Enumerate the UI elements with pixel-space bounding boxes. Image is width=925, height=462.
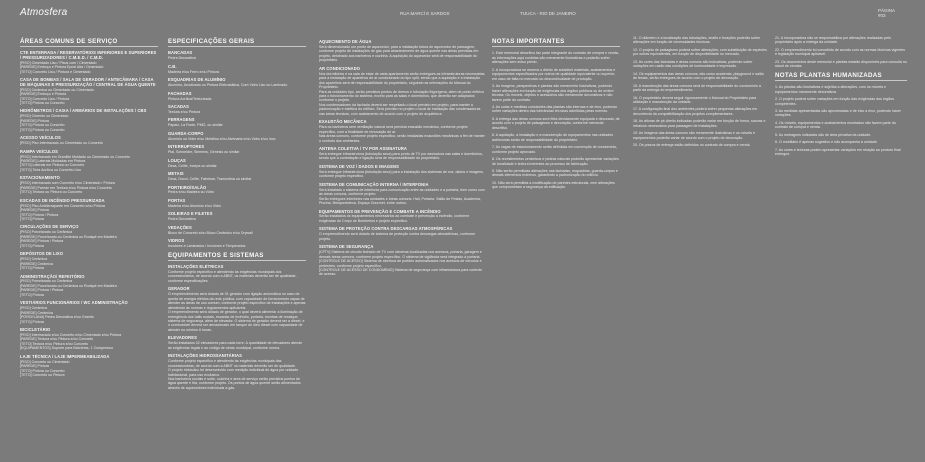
spec-line: [PISO] Cerâmica [20, 306, 47, 311]
spec-line: Será entregue infraestrutura (tubulação seca) para a instalação dos sistemas de voz, dados e imagens, conforme projeto específico. [319, 169, 484, 179]
subsection-title: LOUÇAS [168, 157, 186, 163]
column-areas-comuns [20, 36, 158, 378]
subsection-title: EQUIPAMENTOS DE PREVENÇÃO E COMBATE A INCÊNDIO [319, 208, 441, 214]
subsection-title: FERRAGENS [168, 117, 195, 123]
spec-line: O projeto hidráulico foi desenvolvido com medição individual de água por unidade habitacional, para uso exclusivo. [168, 368, 299, 377]
spec-line: [PISO] Cerâmica [20, 257, 47, 262]
note-item: 11. O diâmetro e a localização das tubulações, shafts e furações poderão sofrer alterações em função de necessidades técnicas. [633, 36, 761, 45]
subsection-title: PORTEIRO/SALÃO [168, 184, 207, 190]
subsection-title: INSTALAÇÕES HIDROSSANITÁRIAS [168, 353, 242, 359]
subsection-title: ESQUADRIAS DE ALUMÍNIO [168, 77, 226, 83]
subsection-title: SISTEMA DE COMUNICAÇÃO INTERNA / INTERFONIA [319, 181, 429, 187]
column-notas-continued [633, 36, 767, 151]
note-item: 4. As cotas e medidas constantes das plantas são internas e de eixo, podendo sofrer variações dentro das tolerâncias técnicas admitidas pelas normas. [492, 104, 618, 114]
page-indicator [878, 8, 895, 18]
spec-line: [TETO] Pintura [20, 243, 44, 248]
spec-line: [PAREDE] Pintura / Pintura [20, 239, 64, 244]
spec-line: [CONTROLE DE ACESSO DE CONDOMÍNIO] Sistema de segurança com infraestrutura para controle de acesso. [319, 267, 483, 277]
note-item: 19. As imagens das áreas comuns são meramente ilustrativas e os móveis e equipamentos poderão variar de acordo com o projeto de decoração. [633, 131, 756, 140]
header-address: RUA MARCÍ E SARDOS [400, 11, 450, 16]
note-item: 3. As imagens, perspectivas e plantas são meramente ilustrativas, podendo haver alterações em função de exigências dos órgãos públicos ou de ordem técnica. Os móveis, objetos e acessórios são meramente decorativos e não fazem parte do contrato. [492, 84, 614, 102]
spec-line: Nos condensadores da fachada deverá ser respeitado o local previsto em projeto, para manter a padronização e estética do edifício. Será previsto no projeto o local de instalação das condensadoras nas áreas técnicas, com acabamento de acordo com o projeto de arquitetura. [319, 102, 481, 116]
spec-line: Conforme projeto específico e atendendo às exigências municipais das concessionárias, de acordo com a ABNT os materiais deverão ser de qualidade. [168, 359, 296, 368]
spec-line: [PISO] Cimentado Liso / Pisos com / Cimentado [20, 60, 97, 65]
spec-line: Será instalado o sistema de interfonia para comunicação entre as unidades e a portaria, bem como com as áreas comuns, conforme projeto. [319, 187, 485, 197]
subsection-title: METAIS [168, 171, 184, 177]
subsection-title: VIDROS [168, 238, 185, 244]
subsection-title: FACHADAS [168, 90, 192, 96]
spec-line: Será dimensionado um ponto de aquecedor, para a instalação futura de aquecedor de passagem, conforme projeto de instalações de gás para abastecimento de água quente nas áreas previstas em projeto, destinado aos banheiros e cozinha. A aquisição do aquecedor será de responsabilidade do proprietário. [319, 44, 479, 63]
subsection-title: HIDRÔMETROS / CAIXA / ARMÁRIOS DE INSTALAÇÕES / CBS [20, 108, 147, 114]
spec-line: Alumínio ou Vidro e/ou Metálica e/ou Alvenaria e/ou Vidro e/ou Inox [168, 136, 276, 141]
section-list [168, 265, 306, 390]
note-item: 14. Os equipamentos das áreas comuns, tais como academia, playground e salão de festas, serão entregues de acordo com o projeto de decoração. [633, 71, 764, 81]
spec-line: Deca, Docol, Celite, Fabrimar, Tramontina ou similar [168, 177, 252, 182]
spec-line: [PAREDE] Porcelanato ou Cerâmica ou Rodapé em Madeira [20, 283, 117, 288]
spec-line: Deca, Celite, Incepa ou similar [168, 163, 217, 168]
subsection-title: ESTACIONAMENTO [20, 175, 60, 181]
spec-line: [TETO] Textura ou Pintura ou Concreto [20, 190, 83, 195]
subsection-title: RAMPA VEÍCULOS [20, 148, 59, 154]
spec-line: [PORCELANA] Pedra Decorativa e/ou Granito [20, 315, 94, 320]
spec-line: [TETO] Concreto Liso / Pintura [20, 96, 70, 101]
spec-line: Pedra Decorativa [168, 56, 196, 61]
note-item: 10. Não será permitida a modificação de paredes estruturais, nem alterações que comprometam a segurança da edificação. [492, 180, 615, 190]
page-number: #03 [878, 13, 886, 18]
spec-line: [TETO] Pintura ou Concreto [20, 368, 65, 373]
notes-list [633, 36, 767, 148]
spec-line: Alumínio, Anodizado ou Pintura Eletrostática, Com Vidro Liso ou Laminado [168, 83, 288, 88]
spec-line: [PAREDE] Pintura [20, 118, 49, 123]
spec-line: [PISO] Porcelanato ou Cerâmica [20, 230, 73, 235]
note-item: 23. Os documentos deste memorial e plantas estarão disponíveis para consulta no stand de vendas. [775, 59, 907, 69]
spec-line: Incolores e Laminados / Incolores e Temperados [168, 244, 246, 249]
subsection-title: C.B. [168, 63, 177, 69]
subsection-title: SOLEIRAS E FILETES [168, 211, 213, 217]
brand-logo: Atmosfera [20, 7, 68, 18]
note-item: 9. Não serão permitidas alterações nas fachadas, esquadrias, guarda-corpos e demais elementos externos, garantindo a padronização do edifício. [492, 168, 618, 178]
spec-line: [PISO] Intertravado em Granilite Moldado ou Cimentado ou Concreto [20, 154, 130, 159]
note-item: 7. As cores e texturas podem apresentar variações em relação ao produto final entregue. [775, 147, 901, 157]
spec-line: [TETO] Pintura ou Concreto [20, 100, 65, 105]
note-item: 20. Os prazos de entrega estão definidos no contrato de compra e venda. [633, 143, 751, 148]
spec-line: [PISO] Intertravado com Concreto e/ou Cimentado / Pintura [20, 181, 115, 186]
note-item: 5. As metragens indicadas são de área privativa da unidade. [775, 132, 872, 137]
spec-line: [PAREDE] Emboço e Pintura Epóxi Alta / Cimentado [20, 65, 104, 70]
spec-line: Serão instalados os equipamentos necessários ao combate e prevenção a incêndio, conforme exigências do Corpo de Bombeiros e projeto específico. [319, 214, 470, 223]
subsection-title: LAJE TÉCNICA / LAJE IMPERMEABILIZADA [20, 353, 110, 359]
spec-line: Nos dormitórios e na sala de estar de cada apartamento serão entregues as infraestruturas necessárias para a instalação de aparelhos de ar condicionado do tipo split, sendo que a aquisição e a instalação dos aparelhos será de responsabilidade do proprietário, seguindo as orientações do Manual do Proprietário. [319, 71, 485, 90]
note-item: 3. As medidas apresentadas são aproximadas e de eixo a eixo, podendo haver variações. [775, 108, 901, 118]
spec-line: [PISO] Concreto ou Cimentado [20, 359, 70, 364]
spec-line: [TETO] Pintura ou Concreto [20, 123, 65, 128]
column-sistemas [319, 36, 485, 277]
spec-line: [PAREDE] Parede em Textura e/ou Pintura e/ou Concreto [20, 185, 112, 190]
spec-line: [PAREDE] Pintura [20, 364, 49, 369]
spec-line: Textura e/ou Pintura [168, 110, 201, 115]
subsection-title: ESCADAS DE INCÊNDIO PRESSURIZADA [20, 197, 105, 203]
spec-line: [TETO] Pintura [20, 319, 44, 324]
spec-line: [PAREDE] Pintura [20, 208, 49, 213]
spec-line: [TETO] Concreto ou Pintura [20, 373, 65, 378]
spec-line: [PISO] Intertravado e/ou Concreto e/ou Cimentado e/ou Pintura [20, 333, 122, 338]
notes-list [775, 85, 907, 156]
spec-line: [PISO] Cerâmica ou Cimentado ou Cimentado [20, 87, 94, 92]
spec-line: [TETO] Pintura [20, 266, 44, 271]
section-title-equipamentos: EQUIPAMENTOS E SISTEMAS [168, 254, 306, 261]
spec-line: [CONTROLE DE ACESSO] Sistema de abertura de portões automatizados nos acessos de veículos e pedestres, conforme projeto específico. [319, 259, 482, 268]
column-notas-plantas [775, 36, 907, 160]
subsection-title: SISTEMA DE PROTEÇÃO CONTRA DESCARGAS ATMOSFÉRICAS [319, 226, 453, 232]
section-title: NOTAS IMPORTANTES [492, 40, 620, 47]
note-item: 13. As cores das fachadas e áreas comuns são indicativas, podendo sofrer variações em razão das condições de luminosidade e impressão. [633, 59, 753, 69]
spec-line: Madeira e/ou Alumínio e/ou Vidro [168, 203, 222, 208]
page-label: PÁGINA [878, 8, 896, 13]
spec-line: Conforme projeto específico e atendendo às exigências municipais dos concessionários, de acordo com a ABNT, os materiais deverão ser de qualidade, conforme especificações. [168, 269, 297, 283]
note-item: 6. A aquisição, a instalação e a manutenção de equipamentos nas unidades autônomas serão de responsabilidade do proprietário. [492, 133, 614, 142]
spec-line: [TETO] Pintura [20, 292, 44, 297]
spec-line: Bloco de Concreto e/ou Bloco Cerâmico e/ou Drywall [168, 230, 253, 235]
subsection-title: ANTENA COLETIVA / TV POR ASSINATURA [319, 146, 407, 152]
spec-line: [PAREDE] Cerâmica [20, 310, 53, 315]
spec-line: [PISO] Piso Antiderrapante em Concreto e/ou Pintura [20, 203, 105, 208]
page-header [0, 0, 925, 20]
spec-line: Nas áreas comuns, conforme projeto específico, serão instaladas exaustões mecânicas a fim de manter o conforto dos ambientes. [319, 134, 485, 143]
spec-line: [PISO] Piso Intertravado ou Cimentado ou Concreto [20, 141, 103, 146]
spec-line: Serão entregues interfones nas unidades e áreas comuns: Hall, Portaria, Salão de Festas, Academia, Piscina, Brinquedoteca, Espaço Gourmet, entre outros. [319, 196, 481, 206]
notes-list [492, 51, 620, 189]
subsection-title: GUARDA-CORPO [168, 130, 204, 136]
section-list [20, 51, 158, 377]
spec-line: Nos banheiros sociais e suíte, cozinha e área de serviço serão previstos pontos de água quente e fria, conforme projeto. Os pontos de água quente serão alimentados através de aquecedores individuais a gás. [168, 376, 301, 390]
note-item: 2. A incorporadora se reserva o direito de substituir materiais, acabamentos e equipamentos especificados por outros de qualidade equivalente ou superior, em caso de falta no mercado ou descontinuidade de produção. [492, 67, 616, 81]
note-item: 2. O projeto poderá sofrer variações em função das exigências dos órgãos competentes. [775, 97, 894, 106]
spec-line: Pintura Acrílica/Texturizada [168, 96, 212, 101]
note-item: 16. O proprietário deverá seguir rigorosamente o Manual do Proprietário para utilização e manutenção da unidade. [633, 95, 757, 104]
header-location: TIJUCA - RIO DE JANEIRO [520, 11, 576, 16]
spec-line: [PAREDE] Cerâmica [20, 261, 53, 266]
section-title: ESPECIFICAÇÕES GERAIS [168, 40, 306, 47]
spec-line: Para os banheiros sem ventilação natural será prevista exaustão mecânica, conforme projeto específico, com a finalidade de renovação de ar. [319, 125, 468, 134]
spec-line: [PISO] Porcelanato ou Cerâmica [20, 279, 73, 284]
section-list [168, 51, 306, 248]
note-item: 1. Este memorial descritivo faz parte integrante do contrato de compra e venda, as informações aqui contidas são meramente ilustrativas e poderão sofrer alterações sem aviso prévio. [492, 51, 619, 65]
spec-line: Pial, Schneider, Siemens, Genesis ou similar [168, 150, 240, 155]
spec-line: [PAREDE] Porcelanato ou Cerâmica ou Rodapé em Madeira [20, 234, 117, 239]
subsection-title: GERADOR [168, 286, 190, 292]
subsection-title: VESTIÁRIOS FUNCIONÁRIOS / WC ADMINISTRAÇÃO [20, 300, 128, 306]
column-especificacoes [168, 36, 306, 390]
spec-line: Será entregue infraestrutura (tubulação seca) para ponto de TV por assinatura nas salas e dormitórios, sendo que a contratação e ligação será de responsabilidade do proprietário. [319, 151, 483, 161]
spec-line: [PISO] Cimento ou Cimentado [20, 114, 69, 119]
subsection-title: ADMINISTRAÇÃO/ REFEITÓRIO [20, 273, 85, 279]
spec-line: Pedra e/ou Madeira ou Vidro [168, 190, 214, 195]
note-item: 4. Os móveis, equipamentos e acabamentos mostrados não fazem parte do contrato de compra e venda. [775, 120, 896, 130]
spec-line: [TETO] Concreto Liso / Pintura e Cimentado [20, 69, 91, 74]
spec-line: Madeira e/ou Ferro e/ou Pintura [168, 69, 219, 74]
subsection-title: INTERRUPTORES [168, 144, 205, 150]
spec-line: [EQUIPAMENTOS] Suporte para Bicicletas, 1 Compressor [20, 346, 114, 351]
subsection-title: CASA DE BOMBAS / SALA DE GERADOR / ANTECÂMARA / CASA DE MÁQUINAS E PRESSURIZAÇÃO / CENTRAL DE ÁGUA QUENTE [20, 77, 156, 87]
section-list [319, 40, 485, 277]
note-item: 17. A configuração final dos ambientes poderá sofrer pequenas alterações em decorrência da compatibilização dos projetos complementares. [633, 107, 758, 116]
note-item: 22. O empreendimento foi concebido de acordo com as normas técnicas vigentes e legislação municipal aplicável. [775, 47, 906, 57]
subsection-title: BANCADAS [168, 50, 193, 56]
spec-line: [PAREDE] Textura e/ou Pintura e/ou Concreto [20, 337, 94, 342]
subsection-title: CIRCULAÇÕES DE SERVIÇO [20, 224, 79, 230]
note-item: 8. Os revestimentos cerâmicos e pedras naturais poderão apresentar variações de tonalidade e textura inerentes ao processo de fabricação. [492, 157, 619, 166]
column-notas [492, 36, 620, 193]
spec-line: [CFTV] Sistema de circuito fechado de TV com câmeras localizadas nos acessos, portaria, garagem e demais áreas comuns, conforme projeto específico. O sistema de vigilância será integrado à portaria. [319, 250, 482, 259]
spec-line: Pedra Decorativa [168, 217, 196, 222]
subsection-title: ELEVADORES [168, 335, 197, 341]
note-item: 21. A incorporadora não se responsabiliza por alterações realizadas pelo proprietário após a entrega da unidade. [775, 36, 891, 45]
subsection-title: AR CONDICIONADO [319, 65, 361, 71]
subsection-title: ACESSO VEÍCULOS [20, 135, 61, 141]
notes-list [775, 36, 907, 69]
spec-line: [TETO] Pintura [20, 217, 44, 221]
spec-line: [PAREDE] Pintura / Pintura [20, 288, 64, 293]
section-title-plantas: NOTAS PLANTAS HUMANIZADAS [775, 74, 907, 81]
spec-line: Serão instalados 02 elevadores para cada torre. A quantidade de elevadores atende às exigências legais e ao código de obras municipal, conforme norma. [168, 341, 303, 350]
spec-line: [TETO] Pintura / Pintura [20, 212, 59, 217]
spec-line: [TETO] Textura e/ou Pintura e/ou Concreto [20, 341, 89, 346]
subsection-title: DEPÓSITOS DE LIXO [20, 251, 64, 257]
spec-line: Papaiz, La Fonte, PMO, ou similar [168, 123, 223, 128]
note-item: 15. A manutenção das áreas comuns será de responsabilidade do condomínio a partir da entrega do empreendimento. [633, 83, 761, 93]
subsection-title: EXAUSTÃO MECÂNICA [319, 119, 367, 125]
spec-line: O empreendimento será dotado de sistema de proteção contra descargas atmosféricas, conforme projeto. [319, 232, 476, 241]
spec-line: [TETO] Tinta Acrílica ou Concreto Liso [20, 167, 82, 172]
spec-line: [TETO] Pintura ou Concreto [20, 127, 65, 132]
subsection-title: SACADAS [168, 104, 189, 110]
section-title: ÁREAS COMUNS DE SERVIÇO [20, 40, 158, 47]
note-item: 1. As plantas são ilustrativas e sujeitas a alterações, com os móveis e equipamentos meramente decorativos. [775, 85, 887, 94]
spec-line: O empreendimento será dotado de 01 gerador com ligação automática no caso de queda de energia elétrica da rede pública, com capacidade de fornecimento capaz de atender as áreas de uso comum, conforme projeto específico de instalações e apenas atendendo às normas e regulamentos aplicáveis. [168, 292, 306, 310]
subsection-title: SISTEMA DE VOZ / DADOS E IMAGENS [319, 163, 399, 169]
subsection-title: CTE ENTERRADA / RESERVATÓRIOS INFERIORES E SUPERIORES / PRESSURIZADORES / C.M.E.D. / C.M.D. [20, 50, 157, 60]
subsection-title: VEDAÇÕES [168, 224, 192, 230]
subsection-title: PORTAS [168, 197, 186, 203]
note-item: 5. A entrega das áreas comuns será feita devidamente equipada e decorada, de acordo com o projeto de paisagismo e decoração, conforme memorial descritivo. [492, 116, 620, 130]
subsection-title: INSTALAÇÕES ELÉTRICAS [168, 264, 224, 269]
subsection-title: BICICLETÁRIO [20, 327, 51, 333]
spec-line: [TETO] Laterais em Pintura ou Concreto [20, 163, 85, 168]
subsection-title: SISTEMA DE SEGURANÇA [319, 244, 374, 250]
note-item: 7. As vagas de estacionamento serão definidas em convenção de condomínio, conforme projeto aprovado. [492, 145, 618, 154]
subsection-title: AQUECIMENTO DE ÁGUA [319, 39, 372, 44]
spec-line: [PAREDE] Emboço e Pintura [20, 92, 67, 97]
note-item: 18. As alturas de pé-direito indicadas poderão variar em função de forros, sancas e rebaixos necessários para passagem de instalações. [633, 119, 766, 128]
note-item: 12. O projeto de paisagismo poderá sofrer alterações, com substituição de espécies por outras equivalentes, em função de disponibilidade no mercado. [633, 47, 767, 57]
spec-line: O empreendimento será dotado de gerador, o qual deverá alimentar a iluminação de emergência dos halls sociais, escadas de incêndio, portaria, bombas de recalque, sistema de segurança, além de elevador. O sistema de gerador deverá ser a diesel, e o combustível deverá ser armazenado em tanque de óleo diesel com capacidade de atender no mínimo 6 horas. [168, 310, 305, 332]
spec-line: Para as unidades tipo, serão previstos pontos de drenos e tubulação frigorígena, além de ponto elétrico para o funcionamento do sistema, exceto para as salas e dormitórios, que deverão ser adaptados conforme o projeto. [319, 89, 485, 103]
spec-line: [PAREDE] Laterais Moldadas em Pintura [20, 159, 86, 164]
note-item: 6. O mobiliário é apenas sugestivo e não acompanha a unidade. [775, 140, 878, 145]
